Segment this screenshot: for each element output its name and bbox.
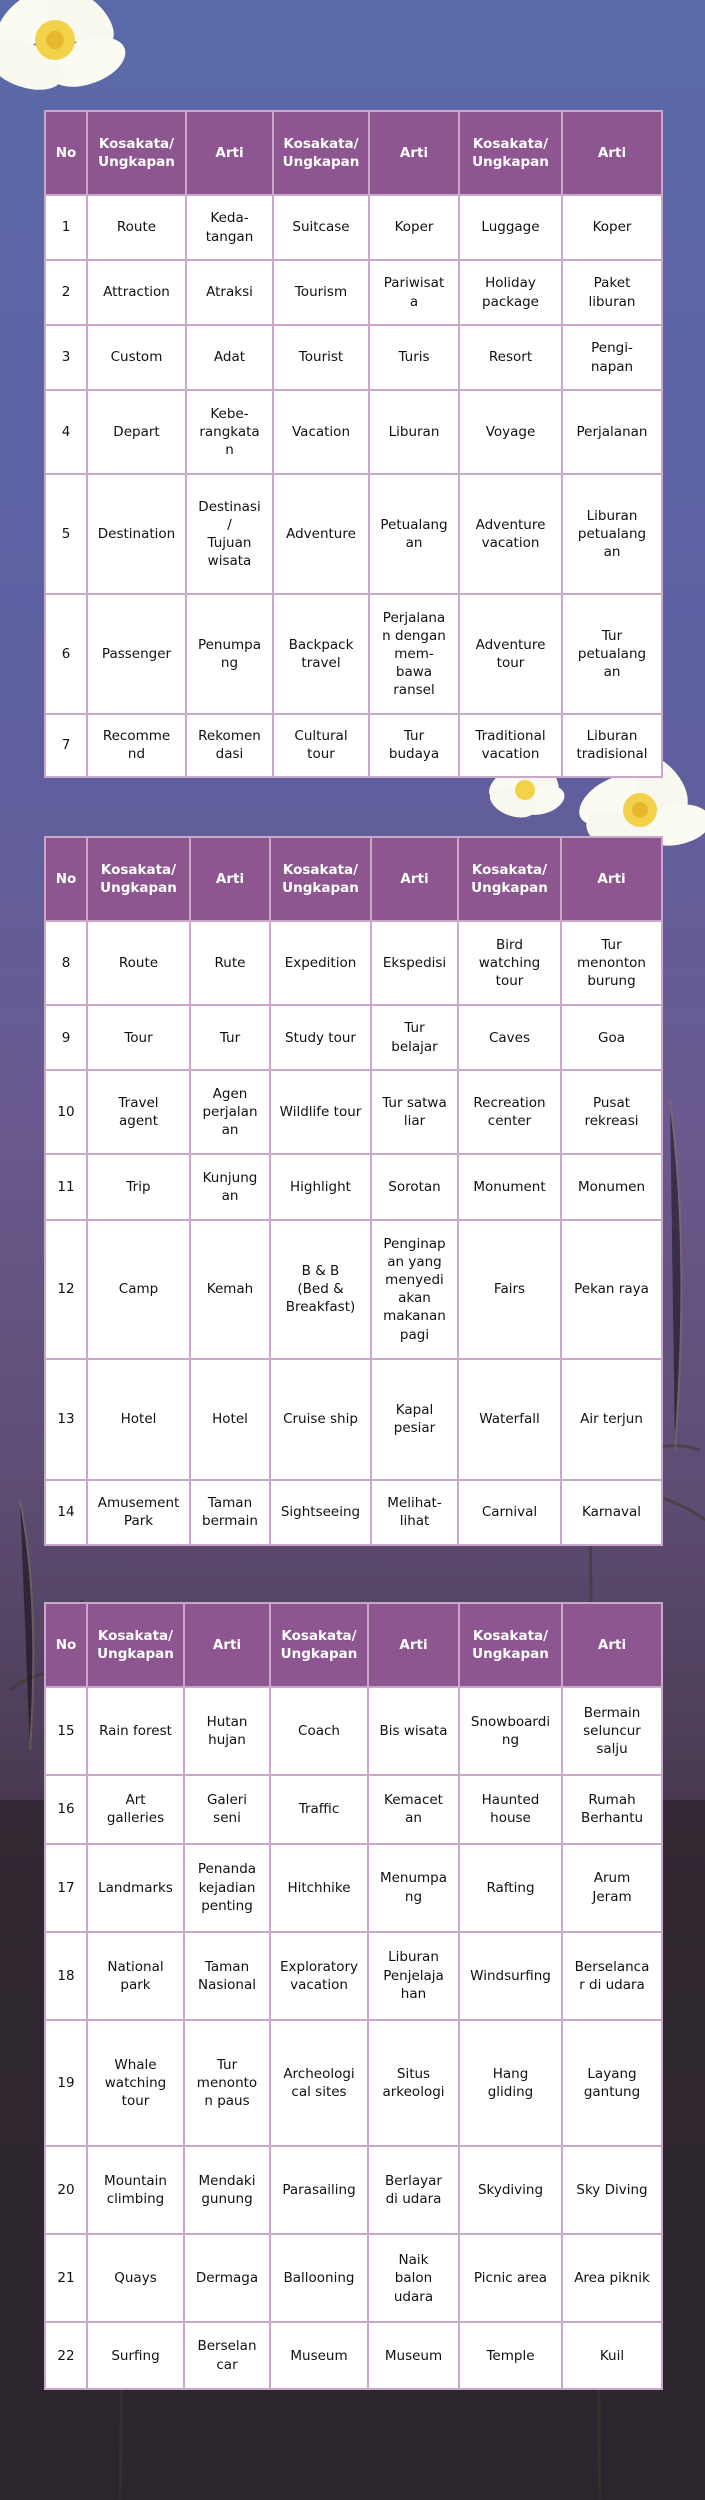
cell-meaning-1: Atraksi — [186, 260, 273, 325]
cell-no: 16 — [45, 1775, 87, 1844]
cell-meaning-1: Kunjung an — [190, 1154, 270, 1219]
table-row — [45, 2020, 662, 2147]
cell-no: 2 — [45, 260, 87, 325]
cell-vocabulary-3: Caves — [458, 1005, 561, 1070]
cell-vocabulary-2: Sightseeing — [270, 1480, 371, 1546]
cell-vocabulary-2: Parasailing — [270, 2146, 368, 2234]
cell-vocabulary-3: Skydiving — [459, 2146, 562, 2234]
cell-no: 8 — [45, 921, 87, 1005]
cell-vocabulary-3: Luggage — [459, 195, 562, 260]
cell-meaning-2: Petualang an — [369, 474, 459, 594]
cell-meaning-3: Layang gantung — [562, 2020, 662, 2147]
cell-meaning-1: Kemah — [190, 1220, 270, 1359]
cell-meaning-2: Tur satwa liar — [371, 1070, 458, 1154]
cell-vocabulary-3: Resort — [459, 325, 562, 390]
table-row — [45, 1687, 662, 1775]
cell-vocabulary-3: Fairs — [458, 1220, 561, 1359]
table-row — [45, 714, 662, 777]
table-row — [45, 1844, 662, 1932]
cell-meaning-1: Hotel — [190, 1359, 270, 1480]
table-row — [45, 2146, 662, 2234]
cell-vocabulary-3: Traditional vacation — [459, 714, 562, 777]
cell-no: 1 — [45, 195, 87, 260]
cell-vocabulary-2: Suitcase — [273, 195, 369, 260]
cell-meaning-3: Sky Diving — [562, 2146, 662, 2234]
table-row — [45, 1359, 662, 1480]
cell-meaning-1: Rute — [190, 921, 270, 1005]
cell-no: 12 — [45, 1220, 87, 1359]
cell-no: 14 — [45, 1480, 87, 1546]
cell-meaning-3: Pusat rekreasi — [561, 1070, 662, 1154]
cell-meaning-2: Museum — [368, 2322, 459, 2389]
cell-no: 9 — [45, 1005, 87, 1070]
cell-meaning-2: Pariwisat a — [369, 260, 459, 325]
table-row — [45, 260, 662, 325]
table-row — [45, 1154, 662, 1219]
cell-vocabulary-3: Adventure vacation — [459, 474, 562, 594]
cell-meaning-1: Penumpa ng — [186, 594, 273, 714]
header-no: No — [45, 111, 87, 195]
cell-vocabulary-2: Ballooning — [270, 2234, 368, 2322]
table-row — [45, 1070, 662, 1154]
cell-meaning-3: Paket liburan — [562, 260, 662, 325]
cell-no: 20 — [45, 2146, 87, 2234]
cell-meaning-3: Tur petualang an — [562, 594, 662, 714]
header-no: No — [45, 837, 87, 921]
cell-meaning-3: Karnaval — [561, 1480, 662, 1546]
cell-vocabulary-3: Waterfall — [458, 1359, 561, 1480]
cell-meaning-3: Air terjun — [561, 1359, 662, 1480]
cell-meaning-1: Dermaga — [184, 2234, 270, 2322]
cell-meaning-2: Berlayar di udara — [368, 2146, 459, 2234]
cell-vocabulary-1: Recomme nd — [87, 714, 186, 777]
cell-vocabulary-3: Recreation center — [458, 1070, 561, 1154]
vocabulary-table-1 — [44, 110, 663, 778]
cell-vocabulary-3: Voyage — [459, 390, 562, 474]
cell-vocabulary-2: Hitchhike — [270, 1844, 368, 1932]
cell-no: 13 — [45, 1359, 87, 1480]
cell-meaning-2: Turis — [369, 325, 459, 390]
cell-vocabulary-1: Quays — [87, 2234, 184, 2322]
cell-vocabulary-1: Tour — [87, 1005, 190, 1070]
cell-meaning-3: Pengi- napan — [562, 325, 662, 390]
cell-vocabulary-2: Backpack travel — [273, 594, 369, 714]
header-vocabulary-2: Kosakata/ Ungkapan — [270, 1603, 368, 1687]
header-vocabulary-1: Kosakata/ Ungkapan — [87, 1603, 184, 1687]
header-meaning-2: Arti — [371, 837, 458, 921]
header-meaning-1: Arti — [184, 1603, 270, 1687]
cell-vocabulary-3: Holiday package — [459, 260, 562, 325]
cell-no: 18 — [45, 1932, 87, 2020]
cell-meaning-3: Tur menonton burung — [561, 921, 662, 1005]
cell-no: 4 — [45, 390, 87, 474]
cell-vocabulary-3: Snowboardi ng — [459, 1687, 562, 1775]
cell-meaning-3: Kuil — [562, 2322, 662, 2389]
cell-meaning-3: Liburan tradisional — [562, 714, 662, 777]
cell-vocabulary-2: Tourist — [273, 325, 369, 390]
cell-vocabulary-3: Hang gliding — [459, 2020, 562, 2147]
cell-vocabulary-2: Adventure — [273, 474, 369, 594]
cell-meaning-3: Arum Jeram — [562, 1844, 662, 1932]
cell-meaning-2: Bis wisata — [368, 1687, 459, 1775]
cell-meaning-1: Mendaki gunung — [184, 2146, 270, 2234]
cell-meaning-1: Tur menonto n paus — [184, 2020, 270, 2147]
header-no: No — [45, 1603, 87, 1687]
cell-vocabulary-3: Temple — [459, 2322, 562, 2389]
header-meaning-2: Arti — [369, 111, 459, 195]
cell-meaning-1: Kebe- rangkata n — [186, 390, 273, 474]
cell-vocabulary-2: Cruise ship — [270, 1359, 371, 1480]
cell-no: 10 — [45, 1070, 87, 1154]
cell-vocabulary-3: Bird watching tour — [458, 921, 561, 1005]
cell-meaning-2: Situs arkeologi — [368, 2020, 459, 2147]
cell-meaning-1: Taman bermain — [190, 1480, 270, 1546]
table-row — [45, 1005, 662, 1070]
cell-vocabulary-1: Depart — [87, 390, 186, 474]
cell-meaning-1: Tur — [190, 1005, 270, 1070]
cell-vocabulary-1: Whale watching tour — [87, 2020, 184, 2147]
cell-vocabulary-3: Adventure tour — [459, 594, 562, 714]
table-header-row — [45, 111, 662, 195]
header-vocabulary-2: Kosakata/ Ungkapan — [270, 837, 371, 921]
header-vocabulary-3: Kosakata/ Ungkapan — [459, 111, 562, 195]
cell-meaning-2: Kapal pesiar — [371, 1359, 458, 1480]
cell-vocabulary-2: Wildlife tour — [270, 1070, 371, 1154]
cell-vocabulary-2: Exploratory vacation — [270, 1932, 368, 2020]
cell-vocabulary-2: Coach — [270, 1687, 368, 1775]
header-meaning-3: Arti — [562, 1603, 662, 1687]
cell-vocabulary-1: Route — [87, 921, 190, 1005]
table-row — [45, 1220, 662, 1359]
table-body — [45, 195, 662, 777]
header-vocabulary-1: Kosakata/ Ungkapan — [87, 837, 190, 921]
cell-vocabulary-3: Carnival — [458, 1480, 561, 1546]
cell-no: 19 — [45, 2020, 87, 2147]
cell-vocabulary-1: Landmarks — [87, 1844, 184, 1932]
cell-meaning-2: Perjalana n dengan mem- bawa ransel — [369, 594, 459, 714]
cell-vocabulary-2: Vacation — [273, 390, 369, 474]
cell-meaning-2: Tur budaya — [369, 714, 459, 777]
cell-vocabulary-3: Picnic area — [459, 2234, 562, 2322]
table-header-row — [45, 1603, 662, 1687]
cell-vocabulary-2: Tourism — [273, 260, 369, 325]
cell-vocabulary-1: Travel agent — [87, 1070, 190, 1154]
cell-no: 11 — [45, 1154, 87, 1219]
frangipani-flower-top — [0, 0, 132, 99]
cell-vocabulary-1: National park — [87, 1932, 184, 2020]
table-body — [45, 1687, 662, 2389]
cell-meaning-2: Koper — [369, 195, 459, 260]
cell-vocabulary-3: Monument — [458, 1154, 561, 1219]
header-vocabulary-3: Kosakata/ Ungkapan — [459, 1603, 562, 1687]
header-meaning-3: Arti — [562, 111, 662, 195]
cell-meaning-1: Berselan car — [184, 2322, 270, 2389]
cell-meaning-2: Sorotan — [371, 1154, 458, 1219]
cell-meaning-3: Rumah Berhantu — [562, 1775, 662, 1844]
cell-vocabulary-1: Rain forest — [87, 1687, 184, 1775]
header-vocabulary-2: Kosakata/ Ungkapan — [273, 111, 369, 195]
header-vocabulary-3: Kosakata/ Ungkapan — [458, 837, 561, 921]
vocabulary-table-2 — [44, 836, 663, 1546]
cell-meaning-2: Ekspedisi — [371, 921, 458, 1005]
cell-meaning-3: Koper — [562, 195, 662, 260]
table-body — [45, 921, 662, 1545]
cell-vocabulary-2: Traffic — [270, 1775, 368, 1844]
cell-vocabulary-3: Windsurfing — [459, 1932, 562, 2020]
cell-vocabulary-1: Attraction — [87, 260, 186, 325]
header-meaning-3: Arti — [561, 837, 662, 921]
cell-no: 21 — [45, 2234, 87, 2322]
cell-meaning-2: Kemacet an — [368, 1775, 459, 1844]
cell-meaning-3: Berselanca r di udara — [562, 1932, 662, 2020]
cell-vocabulary-2: Study tour — [270, 1005, 371, 1070]
table-row — [45, 195, 662, 260]
cell-vocabulary-1: Custom — [87, 325, 186, 390]
cell-vocabulary-2: Museum — [270, 2322, 368, 2389]
cell-no: 5 — [45, 474, 87, 594]
cell-vocabulary-1: Surfing — [87, 2322, 184, 2389]
cell-meaning-1: Penanda kejadian penting — [184, 1844, 270, 1932]
table-row — [45, 325, 662, 390]
cell-meaning-1: Rekomen dasi — [186, 714, 273, 777]
cell-meaning-2: Tur belajar — [371, 1005, 458, 1070]
header-meaning-1: Arti — [190, 837, 270, 921]
table-row — [45, 1480, 662, 1546]
cell-no: 22 — [45, 2322, 87, 2389]
cell-no: 17 — [45, 1844, 87, 1932]
cell-meaning-3: Pekan raya — [561, 1220, 662, 1359]
cell-meaning-2: Penginap an yang menyedi akan makanan pagi — [371, 1220, 458, 1359]
cell-meaning-1: Taman Nasional — [184, 1932, 270, 2020]
cell-meaning-1: Hutan hujan — [184, 1687, 270, 1775]
header-meaning-2: Arti — [368, 1603, 459, 1687]
cell-meaning-3: Perjalanan — [562, 390, 662, 474]
cell-vocabulary-1: Trip — [87, 1154, 190, 1219]
cell-vocabulary-1: Art galleries — [87, 1775, 184, 1844]
cell-vocabulary-3: Haunted house — [459, 1775, 562, 1844]
cell-meaning-2: Naik balon udara — [368, 2234, 459, 2322]
header-meaning-1: Arti — [186, 111, 273, 195]
cell-vocabulary-2: Cultural tour — [273, 714, 369, 777]
vocabulary-table-3 — [44, 1602, 663, 2390]
cell-vocabulary-2: Expedition — [270, 921, 371, 1005]
cell-meaning-3: Goa — [561, 1005, 662, 1070]
header-vocabulary-1: Kosakata/ Ungkapan — [87, 111, 186, 195]
table-row — [45, 2234, 662, 2322]
table-header-row — [45, 837, 662, 921]
cell-no: 6 — [45, 594, 87, 714]
cell-vocabulary-2: Archeologi cal sites — [270, 2020, 368, 2147]
cell-vocabulary-1: Hotel — [87, 1359, 190, 1480]
cell-meaning-1: Agen perjalan an — [190, 1070, 270, 1154]
cell-vocabulary-1: Destination — [87, 474, 186, 594]
cell-meaning-3: Liburan petualang an — [562, 474, 662, 594]
cell-vocabulary-2: B & B (Bed & Breakfast) — [270, 1220, 371, 1359]
cell-meaning-3: Bermain seluncur salju — [562, 1687, 662, 1775]
table-row — [45, 1775, 662, 1844]
cell-no: 7 — [45, 714, 87, 777]
cell-vocabulary-3: Rafting — [459, 1844, 562, 1932]
table-row — [45, 1932, 662, 2020]
table-row — [45, 390, 662, 474]
cell-meaning-3: Monumen — [561, 1154, 662, 1219]
cell-no: 15 — [45, 1687, 87, 1775]
cell-meaning-2: Melihat- lihat — [371, 1480, 458, 1546]
table-row — [45, 474, 662, 594]
cell-vocabulary-2: Highlight — [270, 1154, 371, 1219]
cell-vocabulary-1: Amusement Park — [87, 1480, 190, 1546]
cell-meaning-3: Area piknik — [562, 2234, 662, 2322]
cell-no: 3 — [45, 325, 87, 390]
cell-meaning-1: Destinasi / Tujuan wisata — [186, 474, 273, 594]
cell-meaning-2: Menumpa ng — [368, 1844, 459, 1932]
table-row — [45, 2322, 662, 2389]
cell-vocabulary-1: Mountain climbing — [87, 2146, 184, 2234]
cell-meaning-1: Adat — [186, 325, 273, 390]
cell-vocabulary-1: Route — [87, 195, 186, 260]
table-row — [45, 921, 662, 1005]
cell-meaning-1: Keda- tangan — [186, 195, 273, 260]
cell-meaning-2: Liburan — [369, 390, 459, 474]
table-row — [45, 594, 662, 714]
cell-meaning-1: Galeri seni — [184, 1775, 270, 1844]
cell-vocabulary-1: Passenger — [87, 594, 186, 714]
cell-vocabulary-1: Camp — [87, 1220, 190, 1359]
cell-meaning-2: Liburan Penjelaja han — [368, 1932, 459, 2020]
